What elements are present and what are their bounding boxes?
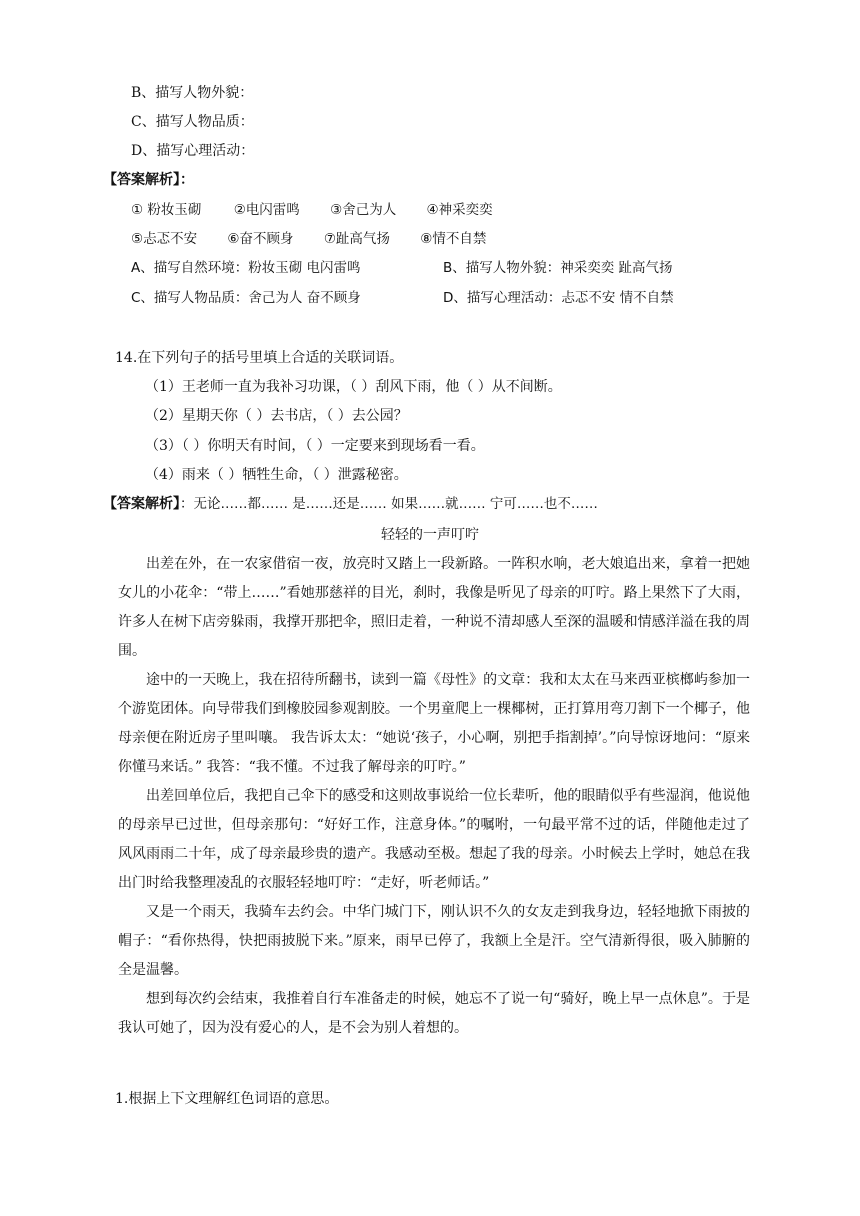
article-paragraph: 出差回单位后，我把自己伞下的感受和这则故事说给一位长辈听，他的眼睛似乎有些湿润，他说他的母亲早已过世，但母亲那句：“好好工作，注意身体。”的嘱咐，一句最平常不过的话，伴随他走过了风风雨雨二十年，成了母亲最珍贵的遗产。我感动至极。想起了我的母亲。小时候去上学时，她总在我出门时给我整理凌乱的衣服轻轻地叮咛：“走好，听老师话。”	[118, 788, 750, 891]
answer-row-3b: B、描写人物外貌：神采奕奕 趾高气扬	[443, 260, 673, 276]
article-body	[118, 550, 750, 1043]
question-14-sentence-4: （4）雨来（ ）牺牲生命，（ ）泄露秘密。	[145, 467, 408, 483]
question-14-sentence-3: （3）（ ）你明天有时间，（ ）一定要来到现场看一看。	[145, 438, 485, 454]
article-title: 轻轻的一声叮咛	[381, 527, 479, 543]
answer-item: ②电闪雷鸣	[233, 202, 300, 218]
article-paragraph: 又是一个雨天，我骑车去约会。中华门城门下，刚认识不久的女友走到我身边，轻轻地掀下雨披的帽子：“看你热得，快把雨披脱下来。”原来，雨早已停了，我额上全是汗。空气清新得很，吸入肺腑的全是温馨。	[118, 904, 750, 978]
answer-item: ③舍己为人	[330, 202, 397, 218]
question-14-sentence-1: （1）王老师一直为我补习功课，（ ）刮风下雨，他（ ）从不间断。	[145, 379, 562, 395]
answer-text: ：无论……都…… 是……还是…… 如果……就…… 宁可……也不……	[180, 496, 598, 512]
answer-item: ① 粉妆玉砌	[131, 202, 202, 218]
answer-label: 【答案解析】：	[103, 172, 194, 188]
answer-row-3a: A、描写自然环境：粉妆玉砌 电闪雷鸣	[131, 260, 361, 276]
article-paragraph: 途中的一天晚上，我在招待所翻书，读到一篇《母性》的文章：我和太太在马来西亚槟榔屿参加一个游览团体。向导带我们到橡胶园参观割胶。一个男童爬上一棵椰树，正打算用弯刀割下一个椰子，他母亲便在附近房子里叫嚷。 我告诉太太：“她说‘孩子，小心啊，别把手指割掉’。”向导惊讶地问：“原来你懂马来话。” 我答：“我不懂。不过我了解母亲的叮咛。”	[118, 672, 750, 775]
answer-item: ⑧情不自禁	[420, 231, 487, 247]
answer-item: ⑥奋不顾身	[227, 231, 294, 247]
answer-row-2	[131, 229, 486, 249]
answer-item: ④神采奕奕	[426, 202, 493, 218]
option-d: D、描写心理活动：	[131, 143, 255, 159]
option-c: C、描写人物品质：	[131, 114, 254, 130]
article-paragraph: 出差在外，在一农家借宿一夜，放亮时又踏上一段新路。一阵积水响，老大娘追出来，拿着一把她女儿的小花伞：“带上……”看她那慈祥的目光，刹时，我像是听见了母亲的叮咛。路上果然下了大雨，许多人在树下店旁躲雨，我撑开那把伞，照旧走着，一种说不清却感人至深的温暖和情感洋溢在我的周围。	[118, 556, 750, 659]
answer-item: ⑦趾高气扬	[323, 231, 390, 247]
article-paragraph: 想到每次约会结束，我推着自行车准备走的时候，她忘不了说一句“骑好，晚上早一点休息”。于是我认可她了，因为没有爱心的人，是不会为别人着想的。	[118, 991, 750, 1036]
answer-row-1	[131, 200, 493, 220]
question-14-sentence-2: （2）星期天你（ ）去书店，（ ）去公园？	[145, 408, 408, 424]
answer-row-4b: D、描写心理活动：忐忑不安 情不自禁	[443, 290, 674, 306]
answer-item: ⑤忐忑不安	[131, 231, 198, 247]
answer-label: 【答案解析】	[103, 496, 180, 512]
answer-row-4a: C、描写人物品质：舍己为人 奋不顾身	[131, 290, 361, 306]
question-1-title: 1.根据上下文理解红色词语的意思。	[115, 1091, 339, 1107]
question-14-answer	[103, 494, 598, 514]
question-14-title: 14.在下列句子的括号里填上合适的关联词语。	[115, 350, 404, 366]
option-b: B、描写人物外貌：	[131, 85, 254, 101]
